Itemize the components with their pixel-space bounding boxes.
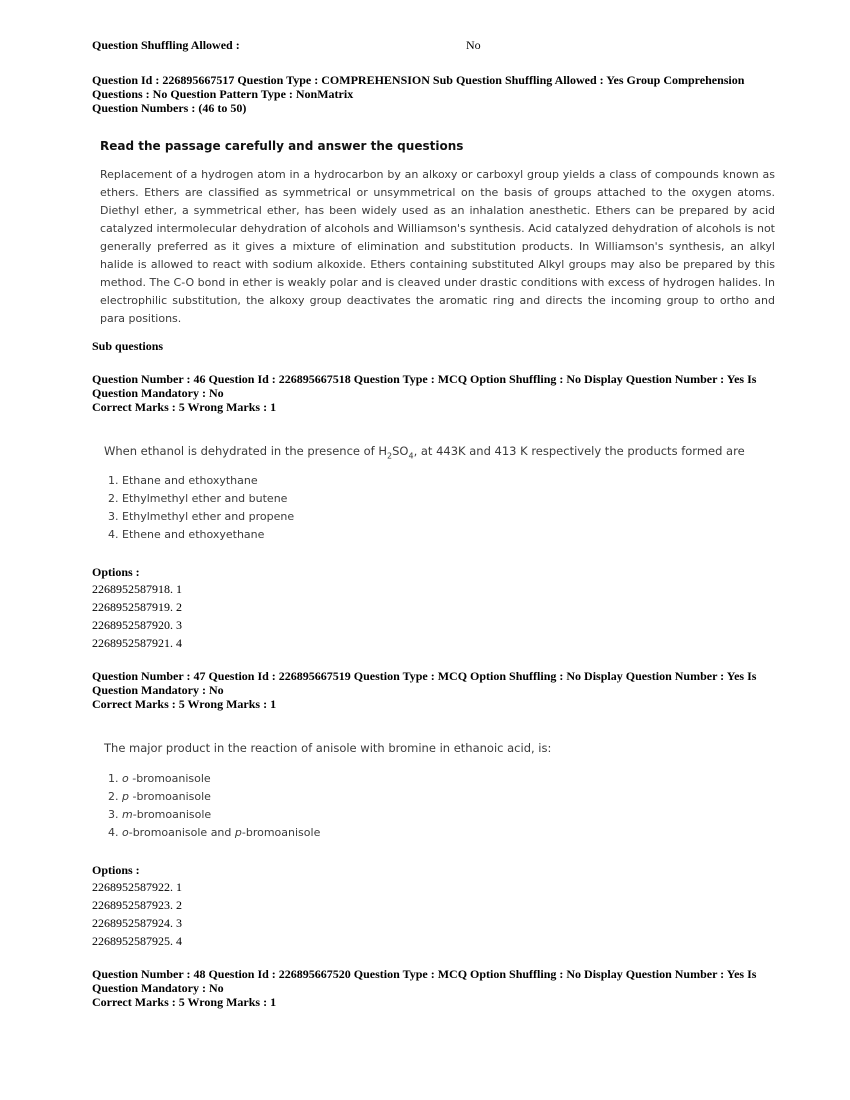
sub-questions-label: Sub questions [92,339,164,353]
question-shuffle-label: Question Shuffling Allowed : [92,38,240,52]
choice-text: -bromoanisole [128,772,211,785]
choice-text: -bromoanisole [128,790,211,803]
question-46-choice: 1. Ethane and ethoxythane [108,474,258,487]
question-46-header [92,372,772,414]
question-47-choices [108,770,320,842]
question-47-header-line1: Question Number : 47 Question Id : 226895667519 Question Type : MCQ Option Shuffling : No Display Question Number : Yes Is [92,669,757,683]
question-shuffle-value: No [466,38,481,52]
question-46-stem-part2: SO [392,444,409,458]
choice-text: -bromoanisole [241,826,321,839]
group-header-line3: Question Numbers : (46 to 50) [92,101,247,115]
option-id: 2268952587919. 2 [92,600,182,614]
question-46-stem-part3: , at 443K and 413 K respectively the products formed are [413,444,745,458]
choice-number: 1. [108,772,122,785]
comprehension-passage: Replacement of a hydrogen atom in a hydrocarbon by an alkoxy or carboxyl group yields a class of compounds known as ethers. Ethers are classified as symmetrical or unsymmetrical on the basis of groups attached to the oxygen atoms. Diethyl ether, a symmetrical ether, has been widely used as an inhalation anesthetic. Ethers can be prepared by acid catalyzed intermolecular dehydration of alcohols and Williamson's synthesis. Acid catalyzed dehydration of alcohols is not generally preferred as it gives a mixture of elimination and substitution products. In Williamson's synthesis, an alkyl halide is allowed to react with sodium alkoxide. Ethers containing substituted Alkyl groups may also be prepared by this method. The C-O bond in ether is weakly polar and is cleaved under drastic conditions with excess of hydrogen halides. In electrophilic substitution, the alkoxy group deactivates the aromatic ring and directs the incoming group to ortho and para positions. [100,168,775,325]
question-47-header-line3: Correct Marks : 5 Wrong Marks : 1 [92,697,277,711]
choice-number: 3. [108,808,122,821]
question-46-choice: 3. Ethylmethyl ether and propene [108,510,295,523]
option-id: 2268952587921. 4 [92,636,182,650]
question-47-choice [108,770,320,788]
question-48-header-line1: Question Number : 48 Question Id : 226895667520 Question Type : MCQ Option Shuffling : No Display Question Number : Yes Is [92,967,757,981]
question-46-options-label: Options : [92,565,140,579]
choice-prefix: o [122,826,129,839]
option-id: 2268952587918. 1 [92,582,182,596]
question-48-header-line2: Question Mandatory : No [92,981,224,995]
option-id: 2268952587920. 3 [92,618,182,632]
question-47-options-label: Options : [92,863,140,877]
option-id: 2268952587923. 2 [92,898,182,912]
option-id: 2268952587922. 1 [92,880,182,894]
question-46-stem-sub1: 2 [387,451,393,461]
choice-prefix: m [122,808,133,821]
question-47-choice [108,806,320,824]
choice-number: 4. [108,826,122,839]
group-header-line1: Question Id : 226895667517 Question Type : COMPREHENSION Sub Question Shuffling Allowed : Yes Group Comprehension [92,73,745,87]
question-47-choice [108,824,320,842]
question-46-header-line3: Correct Marks : 5 Wrong Marks : 1 [92,400,277,414]
group-header [92,73,772,115]
question-46-header-line1: Question Number : 46 Question Id : 226895667518 Question Type : MCQ Option Shuffling : No Display Question Number : Yes Is [92,372,757,386]
question-47-options [92,878,182,950]
option-id: 2268952587925. 4 [92,934,182,948]
question-48-header-line3: Correct Marks : 5 Wrong Marks : 1 [92,995,277,1009]
option-id: 2268952587924. 3 [92,916,182,930]
choice-text: -bromoanisole [132,808,212,821]
choice-text: -bromoanisole and [128,826,235,839]
question-47-header [92,669,772,711]
choice-prefix: p [234,826,242,839]
choice-number: 2. [108,790,122,803]
question-46-choice: 4. Ethene and ethoxyethane [108,528,265,541]
comprehension-title: Read the passage carefully and answer the questions [100,139,464,153]
question-46-choice: 2. Ethylmethyl ether and butene [108,492,288,505]
choice-prefix: o [122,772,129,785]
question-47-header-line2: Question Mandatory : No [92,683,224,697]
question-46-stem-part1: When ethanol is dehydrated in the presence of H [104,444,388,458]
question-46-choices [108,472,294,544]
choice-prefix: p [122,790,129,803]
question-48-header [92,967,772,1009]
group-header-line2: Questions : No Question Pattern Type : NonMatrix [92,87,354,101]
question-46-stem-sub2: 4 [408,451,414,461]
question-46-options [92,580,182,652]
question-47-stem: The major product in the reaction of anisole with bromine in ethanoic acid, is: [104,741,552,755]
question-46-stem [104,444,745,460]
question-47-choice [108,788,320,806]
question-46-header-line2: Question Mandatory : No [92,386,224,400]
